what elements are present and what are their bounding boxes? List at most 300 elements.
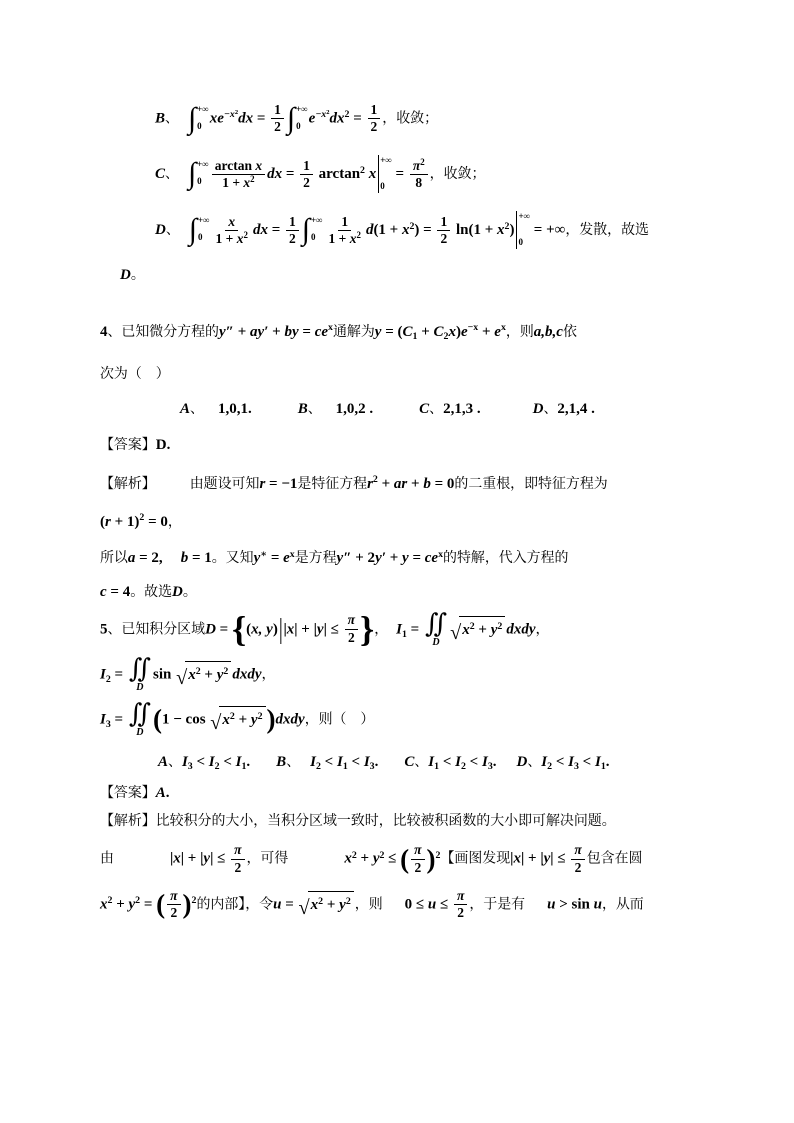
denominator xyxy=(300,175,313,191)
math-roman: + 1) xyxy=(110,513,140,530)
denominator xyxy=(326,231,364,247)
text-run: 、 xyxy=(307,400,322,417)
double-integral-sign: ∬ xyxy=(128,653,151,683)
math-roman: 2 xyxy=(315,761,321,773)
math-variable: y xyxy=(203,851,211,868)
text-run: 、 xyxy=(168,752,182,769)
analysis-4-line-1 xyxy=(100,472,704,496)
numerator xyxy=(286,214,299,231)
subscript xyxy=(106,720,111,730)
math-variable: I xyxy=(568,753,574,770)
domain-label: D xyxy=(432,636,440,648)
math-roman: 2 xyxy=(107,894,113,906)
math-variable: I xyxy=(455,753,461,770)
math-roman: + xyxy=(272,323,285,340)
math-roman: 2 xyxy=(370,119,378,135)
math-roman: 3 xyxy=(487,761,493,773)
math-roman: 2 xyxy=(191,894,197,906)
integral xyxy=(187,101,209,135)
math-roman: 1 + xyxy=(222,174,244,190)
text-run: 是特征方程 xyxy=(297,474,368,491)
math-variable: dxdy xyxy=(232,666,262,683)
math-roman: ( xyxy=(100,513,105,530)
math-roman: = xyxy=(408,550,425,567)
answer-5 xyxy=(100,781,704,805)
math-variable: D xyxy=(120,267,131,284)
fraction xyxy=(286,214,299,247)
math-variable: D xyxy=(516,753,528,770)
question-4-options xyxy=(100,397,704,421)
analysis-5-line-3 xyxy=(100,888,704,921)
math-variable: C xyxy=(419,401,430,418)
math-roman: 2 xyxy=(414,859,422,875)
integral-limits xyxy=(196,159,209,189)
subscript xyxy=(547,762,552,772)
big-delimiter: } xyxy=(360,608,375,649)
spacer xyxy=(497,765,517,766)
subscript xyxy=(215,762,220,772)
math-roman: = xyxy=(281,896,298,913)
math-roman: (1 + xyxy=(373,222,402,239)
superscript xyxy=(290,550,295,560)
integral xyxy=(188,159,209,189)
analysis-4-line-3 xyxy=(100,546,704,570)
text-run: 是方程 xyxy=(294,549,337,566)
math-variable: −x xyxy=(223,109,235,121)
subscript xyxy=(574,762,579,772)
math-roman: 2 xyxy=(139,512,145,524)
math-variable: dx xyxy=(267,166,283,183)
math-roman: 2 xyxy=(229,710,235,722)
math-roman: x xyxy=(328,322,333,334)
text-run: 、 xyxy=(414,752,429,769)
subscript xyxy=(434,762,439,772)
superscript xyxy=(501,323,506,333)
math-variable: A xyxy=(158,753,169,770)
superscript xyxy=(352,851,357,861)
math-roman: 2 xyxy=(360,164,365,176)
math-roman: 1 xyxy=(303,157,310,173)
lower-limit: 0 xyxy=(197,176,202,187)
math-variable: ce xyxy=(314,323,329,340)
math-roman: 2 xyxy=(351,849,357,861)
superscript xyxy=(468,323,479,333)
math-roman: = xyxy=(110,666,127,683)
math-roman: < xyxy=(219,753,236,770)
spacer xyxy=(250,765,276,766)
math-roman: + 2 xyxy=(355,550,376,567)
text-run: ，则 xyxy=(354,895,383,912)
math-roman: + xyxy=(112,896,129,913)
math-variable: xe xyxy=(209,110,224,127)
integral-limits xyxy=(197,215,210,245)
math-roman: < xyxy=(552,753,569,770)
numerator xyxy=(437,214,450,231)
math-variable: c xyxy=(100,584,107,601)
text-run: ， xyxy=(261,665,276,682)
math-roman: 2 xyxy=(420,156,425,167)
radicand xyxy=(459,616,505,642)
superscript xyxy=(224,110,238,120)
math-roman: . xyxy=(374,753,379,770)
spacer xyxy=(179,122,187,123)
math-roman: = xyxy=(267,550,284,567)
math-roman: 2 xyxy=(195,665,201,677)
math-roman: . xyxy=(605,753,610,770)
math-roman: 2 xyxy=(234,859,242,875)
math-roman: + xyxy=(389,550,403,567)
math-roman: = xyxy=(282,166,299,183)
big-delimiter: ) xyxy=(426,843,436,874)
math-roman: = xyxy=(349,110,366,127)
math-roman: = ( xyxy=(381,323,403,340)
superscript xyxy=(346,897,351,907)
math-variable: I xyxy=(541,753,548,770)
spacer xyxy=(252,412,298,413)
subscript xyxy=(402,630,407,640)
integral-sign: ∫ xyxy=(187,101,197,135)
superscript xyxy=(409,222,414,232)
radical xyxy=(298,891,354,920)
denominator xyxy=(213,231,251,247)
upper-limit: +∞ xyxy=(380,155,392,166)
math-variable: I xyxy=(310,753,316,770)
analysis-5-line-2 xyxy=(100,842,704,875)
math-roman: = 0 xyxy=(430,475,455,492)
numerator xyxy=(410,158,428,175)
big-delimiter: ( xyxy=(152,703,162,734)
math-variable: π xyxy=(412,157,421,173)
superscript xyxy=(438,550,443,560)
math-roman: = −1 xyxy=(265,475,298,492)
superscript xyxy=(244,231,248,240)
text-run: ，则 xyxy=(505,322,534,339)
math-roman: ( xyxy=(246,621,252,638)
math-variable: ay′ xyxy=(250,323,273,340)
radical-sign: √ xyxy=(298,897,310,920)
math-variable: y xyxy=(316,621,324,638)
text-run: 。又知 xyxy=(211,549,254,566)
text-run: ，收敛； xyxy=(382,109,439,126)
math-roman: x xyxy=(500,322,506,334)
integral xyxy=(286,101,308,135)
math-roman: 2 xyxy=(347,629,355,645)
math-roman: 2 xyxy=(469,620,475,632)
denominator xyxy=(411,860,424,876)
solution-4-chosen-answer xyxy=(100,263,704,287)
answer-4 xyxy=(100,433,704,457)
math-variable: x xyxy=(286,621,295,638)
math-variable: x xyxy=(513,851,521,868)
math-variable: u xyxy=(547,896,556,913)
math-roman: 1 − cos xyxy=(161,711,210,728)
text-run: ，可得 xyxy=(246,850,289,867)
math-roman: 3 xyxy=(369,761,375,773)
spacer xyxy=(300,765,310,766)
math-roman: 2 xyxy=(170,904,178,920)
fraction xyxy=(213,214,251,247)
math-variable: A xyxy=(155,784,166,801)
math-variable: x xyxy=(349,230,357,246)
fraction xyxy=(300,158,313,191)
math-roman: | + | xyxy=(294,621,317,638)
solution-4-option-d-line xyxy=(100,211,704,249)
math-variable: π xyxy=(347,612,355,628)
math-roman: = 4 xyxy=(106,584,131,601)
math-roman: 5 xyxy=(100,621,108,638)
math-variable: y xyxy=(339,897,346,914)
math-variable: x xyxy=(401,222,410,239)
math-roman: ) xyxy=(414,222,420,239)
solution-4-option-c-line xyxy=(100,155,704,193)
integral-sign: ∫ xyxy=(188,213,197,247)
spacer xyxy=(383,907,405,908)
math-roman: 2 xyxy=(326,108,330,116)
math-roman: 2 xyxy=(372,474,378,486)
math-roman: 2 xyxy=(460,761,466,773)
subscript xyxy=(370,762,375,772)
math-variable: r xyxy=(105,513,111,530)
math-roman: 2 xyxy=(435,849,441,861)
math-variable: π xyxy=(456,887,465,903)
denominator xyxy=(368,119,381,135)
math-variable: D xyxy=(155,222,166,239)
math-variable: D xyxy=(205,621,216,638)
radical-sign: √ xyxy=(450,622,462,645)
math-roman: | xyxy=(510,851,514,868)
math-roman: 2 xyxy=(303,174,310,190)
math-roman: 1 xyxy=(274,102,281,117)
math-roman: = +∞ xyxy=(530,222,566,239)
math-roman: sin xyxy=(152,666,176,683)
numerator xyxy=(271,102,284,119)
math-roman: 2 xyxy=(345,895,351,907)
math-variable: D xyxy=(532,401,544,418)
math-variable: y xyxy=(216,667,224,683)
subscript xyxy=(444,332,449,342)
math-roman: 1,0,2 . xyxy=(335,401,374,418)
math-variable: y xyxy=(372,851,380,868)
math-roman: 2 xyxy=(318,895,324,907)
upper-limit: +∞ xyxy=(296,103,308,114)
math-roman: < xyxy=(320,753,337,770)
text-run: 【解析】比较积分的大小，当积分区域一致时，比较被积函数的大小即可解决问题。 xyxy=(100,812,616,829)
bar-limits xyxy=(517,211,530,249)
numerator xyxy=(338,214,351,231)
math-roman: < xyxy=(465,753,482,770)
math-variable: y″ xyxy=(219,323,238,340)
numerator xyxy=(212,158,265,175)
superscript xyxy=(360,166,365,176)
math-roman: 2 xyxy=(257,710,263,722)
math-variable: b xyxy=(423,475,431,492)
analysis-4-line-4 xyxy=(100,580,704,604)
text-run: ， xyxy=(535,620,550,637)
math-roman: > sin xyxy=(555,896,594,913)
lower-limit: 0 xyxy=(296,120,301,131)
math-variable: y″ xyxy=(336,550,356,567)
fraction xyxy=(410,158,428,191)
radicand xyxy=(308,891,354,917)
math-variable: r xyxy=(367,475,373,492)
numerator xyxy=(345,612,358,629)
math-roman: = xyxy=(419,222,436,239)
numerator xyxy=(411,842,424,859)
math-variable: I xyxy=(481,753,488,770)
integral-limits xyxy=(310,215,323,245)
fraction xyxy=(368,102,381,135)
text-run: 【答案】 xyxy=(100,783,156,800)
math-roman: + xyxy=(200,667,217,683)
fraction xyxy=(326,214,364,247)
text-run: 、 xyxy=(543,400,558,417)
radical xyxy=(176,661,231,690)
big-delimiter: | xyxy=(278,613,283,645)
double-integral xyxy=(128,698,151,738)
math-variable: x, y xyxy=(251,621,273,638)
text-run: ， xyxy=(167,512,182,529)
big-delimiter: ( xyxy=(156,889,166,920)
denominator xyxy=(454,905,467,921)
math-variable: y′ xyxy=(375,550,390,567)
math-variable: x xyxy=(364,166,377,183)
text-run: 包含在圆 xyxy=(586,850,643,867)
text-run: 、 xyxy=(165,165,179,182)
math-variable: e xyxy=(494,323,501,340)
question-4-stem-line-1 xyxy=(100,320,704,344)
superscript xyxy=(326,110,329,117)
math-variable: x xyxy=(344,851,352,868)
math-variable: x xyxy=(310,897,319,914)
math-roman: | xyxy=(169,851,174,868)
math-variable: dxdy xyxy=(275,711,305,728)
math-variable: I xyxy=(594,753,601,770)
question-5-options xyxy=(100,750,704,774)
big-delimiter: ) xyxy=(182,889,192,920)
math-variable: π xyxy=(414,842,422,858)
lower-limit: 0 xyxy=(197,120,202,131)
text-run: 由 xyxy=(100,850,114,867)
math-roman: 1 xyxy=(412,331,418,343)
text-run: 的二重根，即特征方程为 xyxy=(454,474,608,491)
math-roman: 2 xyxy=(356,229,361,240)
math-roman: | ≤ xyxy=(323,621,343,638)
text-run: 通解为 xyxy=(332,322,375,339)
math-roman: 2 xyxy=(274,119,281,135)
text-run: 【答案】 xyxy=(100,436,156,453)
math-variable: dx xyxy=(329,110,345,127)
fraction xyxy=(454,888,467,921)
math-roman: = xyxy=(391,166,408,183)
denominator xyxy=(219,175,257,191)
math-roman: 1 xyxy=(434,761,440,773)
text-run: 的内部】，令 xyxy=(196,895,274,912)
math-variable: x xyxy=(173,851,181,868)
math-variable: A xyxy=(180,401,191,418)
math-roman: 2 xyxy=(234,108,239,116)
denominator xyxy=(345,630,358,646)
math-roman: < xyxy=(192,753,209,770)
fraction xyxy=(231,842,244,875)
math-roman: . xyxy=(492,753,497,770)
text-run: ， xyxy=(374,620,389,637)
subscript xyxy=(343,762,348,772)
math-roman: 3 xyxy=(187,761,193,773)
integral xyxy=(302,215,323,245)
superscript xyxy=(260,550,267,560)
math-variable: b xyxy=(180,550,189,567)
math-variable: π xyxy=(170,887,178,903)
math-roman: ) xyxy=(272,621,278,638)
numerator xyxy=(368,102,381,119)
math-roman: arctan xyxy=(314,166,361,183)
math-variable: ar xyxy=(393,475,408,492)
radical-sign: √ xyxy=(210,712,222,735)
math-roman: = 2, xyxy=(135,550,163,567)
math-roman: + xyxy=(474,622,491,638)
text-run: ，于是有 xyxy=(469,895,526,912)
math-roman: + xyxy=(237,323,251,340)
math-variable: y xyxy=(402,550,409,567)
subscript xyxy=(413,332,418,342)
fraction xyxy=(271,102,284,135)
math-roman: = xyxy=(406,621,423,638)
math-roman: 4 xyxy=(100,323,108,340)
math-roman: arctan xyxy=(214,157,256,173)
math-variable: I xyxy=(208,753,215,770)
math-roman: 1 xyxy=(289,213,296,229)
numerator xyxy=(300,158,313,175)
math-variable: dxdy xyxy=(506,621,536,638)
denominator xyxy=(286,231,299,247)
subscript xyxy=(106,675,111,685)
superscript xyxy=(379,851,384,861)
math-variable: ce xyxy=(424,550,439,567)
math-roman: 2 xyxy=(135,894,141,906)
math-roman: 1 xyxy=(341,213,349,229)
question-4-stem-line-2 xyxy=(100,362,704,385)
math-variable: D xyxy=(172,584,183,601)
math-roman: = xyxy=(110,711,127,728)
subscript xyxy=(188,762,193,772)
math-variable: I xyxy=(100,666,106,683)
math-roman: 2 xyxy=(457,904,465,920)
denominator xyxy=(167,905,180,921)
text-run: 由题设可知 xyxy=(189,474,260,491)
text-run: 、 xyxy=(190,400,204,417)
math-roman: 2 xyxy=(547,761,553,773)
evaluation-bar xyxy=(516,211,530,249)
text-run: 。 xyxy=(182,583,197,600)
spacer xyxy=(373,412,419,413)
integral-limits xyxy=(196,104,209,134)
math-roman: = xyxy=(140,896,157,913)
math-roman: 1 + xyxy=(328,230,350,246)
math-variable: dx xyxy=(252,222,268,239)
math-roman: . xyxy=(246,753,251,770)
subscript xyxy=(241,762,246,772)
radical-sign: √ xyxy=(176,667,188,690)
spacer xyxy=(114,862,170,863)
math-variable: u xyxy=(427,896,437,913)
math-roman: < xyxy=(347,753,364,770)
math-roman: . xyxy=(165,784,170,801)
integral xyxy=(189,215,210,245)
math-variable: B xyxy=(276,753,287,770)
math-roman: 2 xyxy=(250,173,255,184)
question-5-stem-line-1 xyxy=(100,608,704,649)
radical xyxy=(450,616,505,645)
